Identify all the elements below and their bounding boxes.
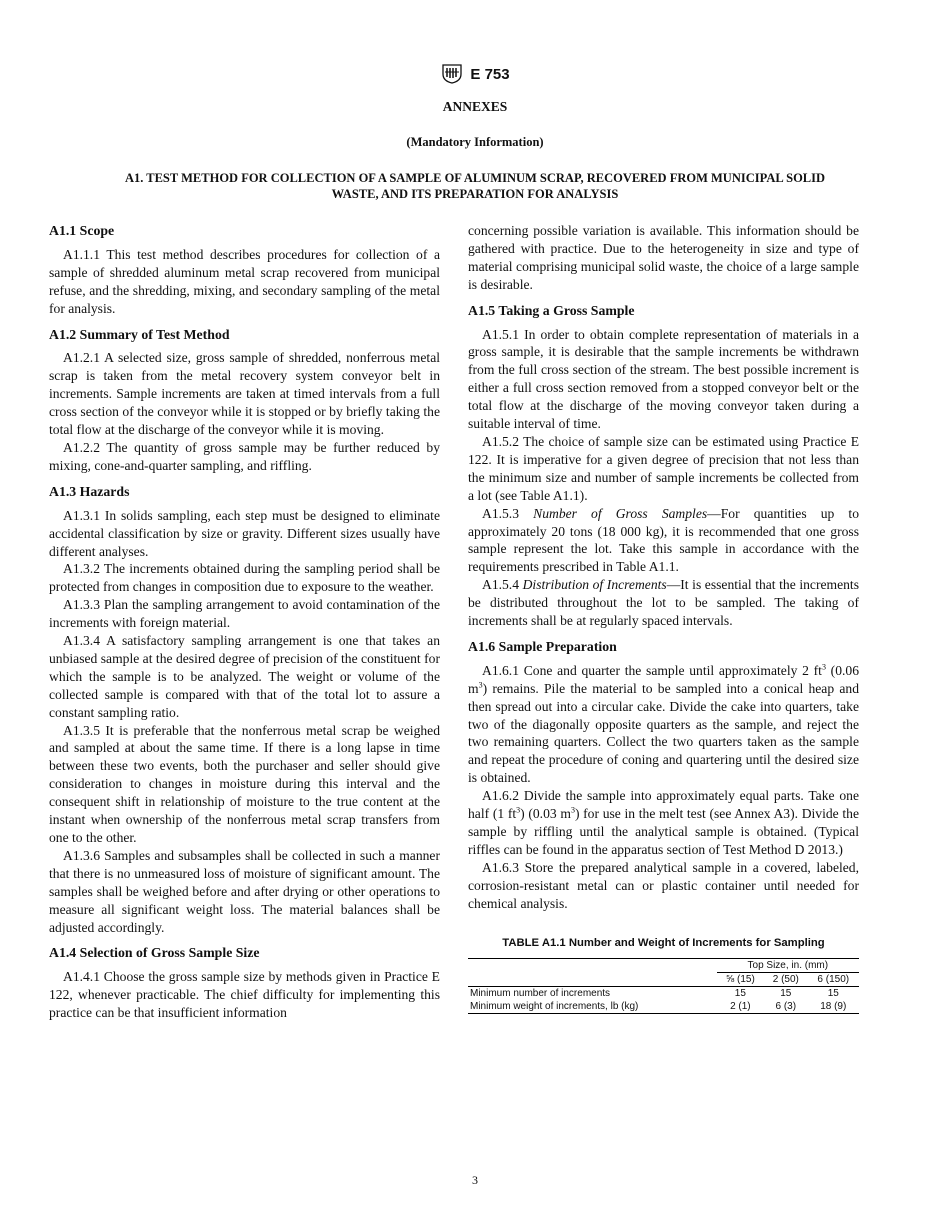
superscript: 3 (821, 662, 826, 672)
table-cell: 2 (1) (717, 1000, 764, 1014)
paragraph-a1-6-2 (468, 787, 859, 859)
paragraph-a1-3-2: A1.3.2 The increments obtained during the sampling period shall be protected from changes in composition due to exposure to the weather. (49, 561, 440, 595)
paragraph-number: A1.5.4 (482, 577, 520, 593)
column-header: 6 (150) (808, 973, 859, 987)
paragraph-a1-3-4: A1.3.4 A satisfactory sampling arrangement is one that takes an unbiased sample at the desired degree of precision of the constituent for which the sample is to be analyzed. The weight or volume of the collected sample is compared with that of the total lot to assure a constant sampling ratio. (49, 633, 440, 720)
right-column (468, 222, 859, 1014)
superscript: 3 (570, 805, 575, 815)
table-title: TABLE A1.1 Number and Weight of Increments for Sampling (502, 936, 825, 949)
table-header-row (468, 959, 859, 973)
section-heading-hazards: A1.3 Hazards (49, 483, 130, 499)
text-run: ) for use in the melt test (see Annex A3). Divide the sample by riffling until the analytical sample is obtained. (Typical riffles can be found in the apparatus section of Test Method D 2013.) (468, 806, 859, 857)
paragraph-a1-5-3 (468, 505, 859, 577)
column-header: ⅝ (15) (717, 973, 764, 987)
paragraph-a1-6-3: A1.6.3 Store the prepared analytical sample in a covered, labeled, corrosion-resistant metal can or plastic container until needed for chemical analysis. (468, 859, 859, 911)
table-cell: 18 (9) (808, 1000, 859, 1014)
superscript: 3 (516, 805, 521, 815)
paragraph-a1-5-1: A1.5.1 In order to obtain complete representation of materials in a gross sample, it is desirable that the sample increments be withdrawn from the full cross section of the stream. The best possible increment is either a full cross section removed from a stopped conveyor belt or the total flow at the discharge of the moving conveyor taken during a suitable interval of time. (468, 326, 859, 432)
text-run: ) remains. Pile the material to be sampled into a conical heap and then spread out into a circular cake. Divide the cake into quarters, take two of the diagonally opposite quarters as the sample, and reject the two remaining quarters. Collect the two quarters taken as the sample and repeat the procedure of coning and quartering until the desired size is obtained. (468, 680, 859, 786)
table-cell: 6 (3) (764, 1000, 807, 1014)
row-label: Minimum number of increments (470, 988, 611, 1000)
astm-logo-icon (440, 64, 464, 84)
paragraph-a1-4-1: A1.4.1 Choose the gross sample size by methods given in Practice E 122, whenever practicable. The chief difficulty for implementing this practice can be that insufficient information (49, 969, 440, 1021)
mandatory-note: (Mandatory Information) (406, 135, 544, 149)
paragraph-a1-3-1: A1.3.1 In solids sampling, each step must be designed to eliminate accidental classification by size or gravity. Different sizes usually have different analyses. (49, 507, 440, 559)
paragraph-a1-3-3: A1.3.3 Plan the sampling arrangement to avoid contamination of the increments with foreign material. (49, 597, 440, 631)
paragraph-a1-2-1: A1.2.1 A selected size, gross sample of shredded, nonferrous metal scrap is taken from the metal recovery system conveyor belt in increments. Sample increments are taken at timed intervals from a full cross section of the conveyor while it is stopped or by briefly taking the total flow at the discharge of the conveyor while it is moving. (49, 350, 440, 438)
row-label: Minimum weight of increments, lb (kg) (468, 1000, 717, 1014)
paragraph-a1-5-2: A1.5.2 The choice of sample size can be estimated using Practice E 122. It is imperative for a given degree of precision that not less than the minimum size and number of sample increments be collected from a lot (see Table A1.1). (468, 433, 859, 503)
table-cell: 15 (827, 988, 839, 1000)
section-heading-scope: A1.1 Scope (49, 223, 115, 238)
paragraph-text: —For quantities up to approximately 20 tons (18 000 kg), it is recommended that one gross sample represent the lot. Take this sample in accordance with the requirements prescribed in Table A1.1. (468, 505, 860, 575)
left-column (49, 222, 440, 1022)
superscript: 3 (478, 680, 483, 690)
increments-table (468, 958, 859, 1014)
standard-designation: E 753 (470, 65, 510, 83)
paragraph-a1-3-6: A1.3.6 Samples and subsamples shall be collected in such a manner that there is no unmeasured loss of moisture of significant amount. The samples shall be weighed before and after drying or other operations to measure all significant weight loss. The material balances shall be adjusted accordingly. (49, 847, 440, 935)
table-cell: 15 (734, 988, 746, 1000)
paragraph-number: A1.5.3 (482, 505, 520, 521)
paragraph-a1-2-2: A1.2.2 The quantity of gross sample may be further reduced by mixing, cone-and-quarter sampling, and riffling. (49, 439, 440, 473)
section-heading-gross-sample-size: A1.4 Selection of Gross Sample Size (49, 945, 260, 961)
annexes-title: ANNEXES (442, 99, 508, 114)
paragraph-a1-1-1: A1.1.1 This test method describes procedures for collection of a sample of shredded aluminum metal scrap recovered from municipal refuse, and the shredding, mixing, and secondary sampling of the metal for analysis. (49, 246, 440, 316)
text-run: (0.06 m (468, 662, 859, 696)
section-heading-taking-gross-sample: A1.5 Taking a Gross Sample (468, 302, 635, 318)
italic-subheading: Number of Gross Samples (533, 505, 708, 521)
paragraph-a1-3-5: A1.3.5 It is preferable that the nonferrous metal scrap be weighed and sampled at about the same time. If there is a long lapse in time between these two events, both the purchaser and seller should give consideration to changes in moisture during this interval and the consequent shift in relationship of moisture to the true content at the instant when ownership of the nonferrous metal scrap transfers from one to the other. (49, 722, 440, 845)
table-corner-cell (468, 973, 717, 987)
paragraph-a1-5-4 (468, 576, 859, 630)
paragraph-a1-6-1 (468, 662, 859, 787)
table-row (468, 987, 859, 1001)
text-run: A1.6.1 Cone and quarter the sample until approximately 2 ft (482, 662, 822, 678)
paragraph-a1-4-1-continued: concerning possible variation is available. This information should be gathered with practice. Due to the heterogeneity in size and type of material comprising municipal solid waste, the choice of a large sample is desirable. (468, 223, 859, 292)
italic-subheading: Distribution of Increments (522, 577, 667, 593)
table-cell: 15 (780, 988, 792, 1000)
table-column-header-row (468, 973, 859, 987)
table-corner-cell (468, 959, 717, 973)
section-heading-summary: A1.2 Summary of Test Method (49, 326, 230, 342)
section-heading-sample-preparation: A1.6 Sample Preparation (468, 638, 617, 654)
paragraph-text: —It is essential that the increments be distributed throughout the lot to be sampled. The taking of increments shall be at regularly spaced intervals. (468, 577, 859, 629)
text-run: A1.6.2 Divide the sample into approximately equal parts. Take one half (1 ft (468, 788, 859, 822)
page-header (0, 64, 950, 84)
annex-title: A1. TEST METHOD FOR COLLECTION OF A SAMPLE OF ALUMINUM SCRAP, RECOVERED FROM MUNICIPAL SOLID WASTE, AND ITS PREPARATION FOR ANALYSIS (124, 171, 826, 201)
page-number: 3 (472, 1173, 478, 1187)
table-row (468, 1000, 859, 1014)
text-run: ) (0.03 m (520, 806, 571, 822)
column-header: 2 (50) (764, 973, 807, 987)
table-span-header: Top Size, in. (mm) (717, 959, 859, 973)
